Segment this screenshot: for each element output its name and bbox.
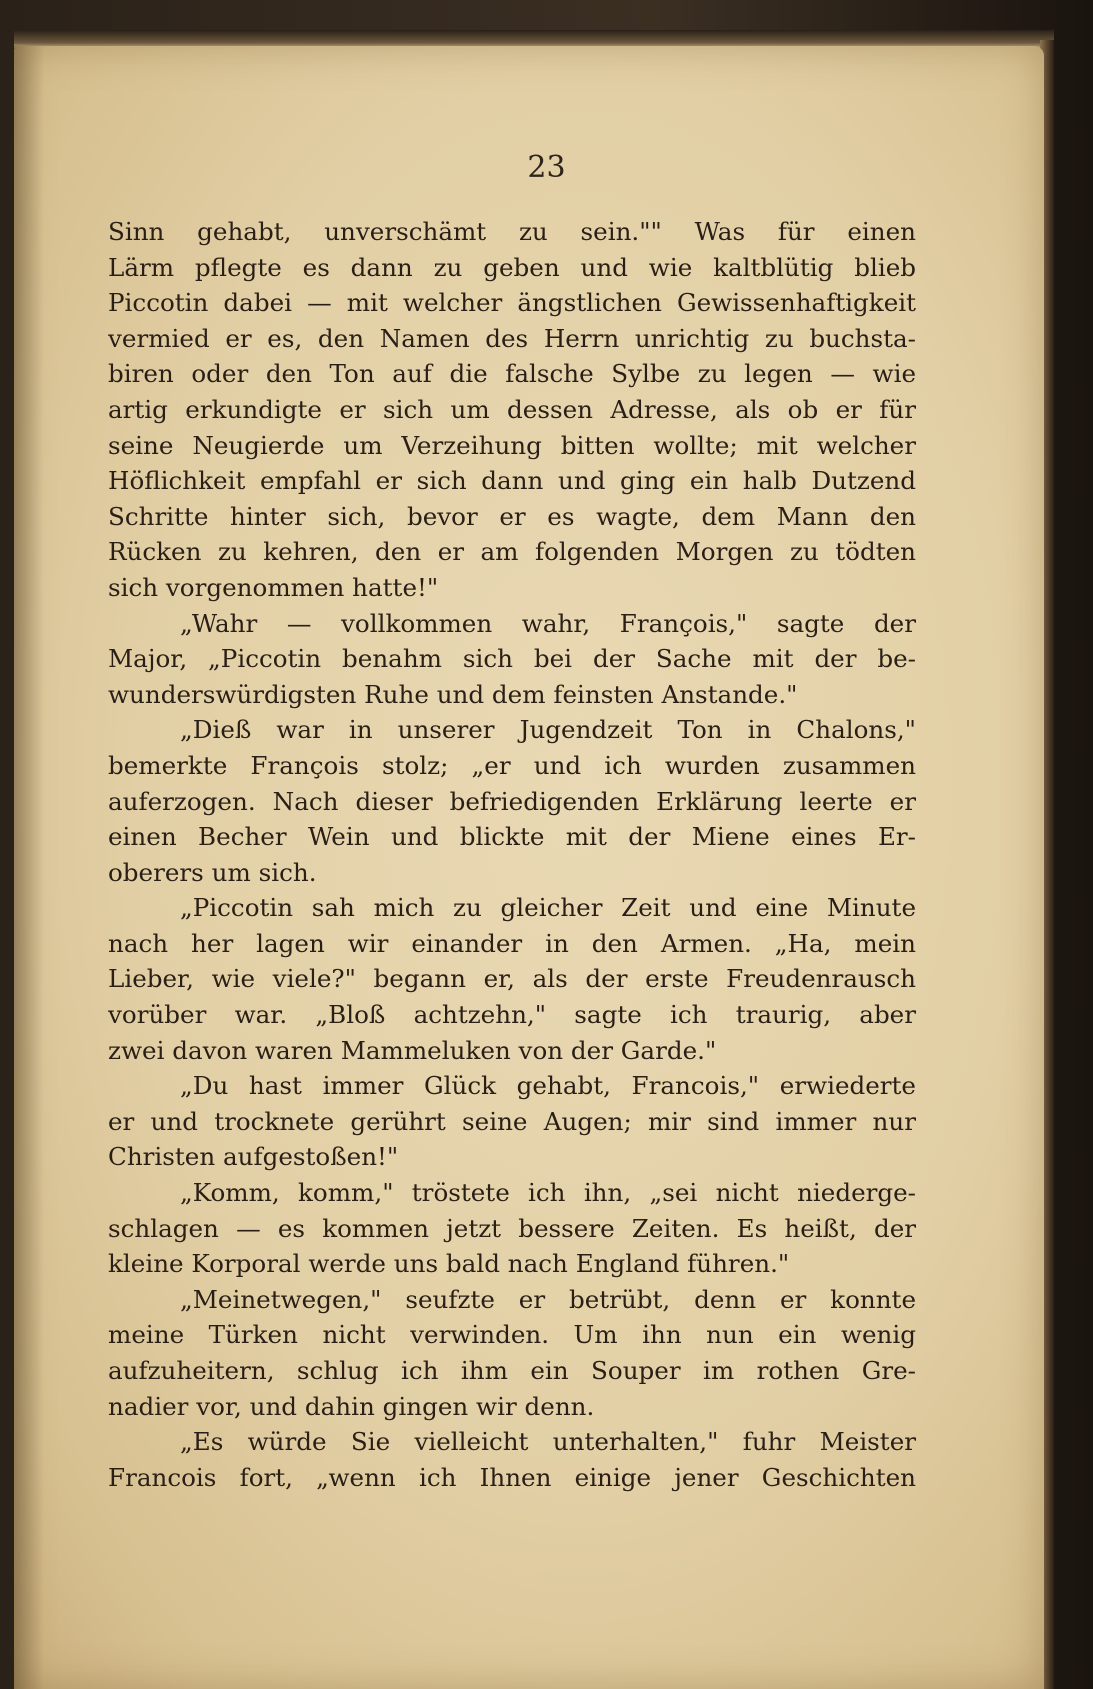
text-line: nadier vor, und dahin gingen wir denn.: [108, 1391, 595, 1421]
text-line: zwei davon waren Mammeluken von der Garde.": [108, 1035, 717, 1065]
text-line: „Es würde Sie vielleicht unterhalten," fuhr Meister: [180, 1427, 916, 1457]
text-line: er und trocknete gerührt seine Augen; mir sind immer nur: [108, 1106, 916, 1136]
text-line: Piccotin dabei — mit welcher ängstlichen Gewissenhaftigkeit: [108, 288, 916, 318]
text-line: „Komm, komm," tröstete ich ihn, „sei nicht niederge-: [180, 1178, 916, 1208]
page-number: 23: [527, 150, 566, 185]
text-line: einen Becher Wein und blickte mit der Miene eines Er-: [108, 822, 916, 852]
text-line: schlagen — es kommen jetzt bessere Zeiten. Es heißt, der: [108, 1213, 916, 1243]
text-line: wunderswürdigsten Ruhe und dem feinsten Anstande.": [108, 679, 798, 709]
text-line: „Meinetwegen," seufzte er betrübt, denn er konnte: [180, 1284, 916, 1314]
text-line: auferzogen. Nach dieser befriedigenden Erklärung leerte er: [108, 786, 916, 816]
text-line: kleine Korporal werde uns bald nach England führen.": [108, 1249, 790, 1279]
text-line: „Wahr — vollkommen wahr, François," sagte der: [180, 608, 916, 638]
text-line: meine Türken nicht verwinden. Um ihn nun ein wenig: [108, 1320, 916, 1350]
text-line: aufzuheitern, schlug ich ihm ein Souper im rothen Gre-: [108, 1356, 916, 1385]
text-line: biren oder den Ton auf die falsche Sylbe zu legen — wie: [108, 359, 916, 389]
text-line: bemerkte François stolz; „er und ich wurden zusammen: [108, 750, 916, 780]
text-line: vorüber war. „Bloß achtzehn," sagte ich traurig, aber: [108, 1000, 916, 1030]
text-line: sich vorgenommen hatte!": [108, 572, 439, 602]
text-line: Lärm pflegte es dann zu geben und wie kaltblütig blieb: [108, 252, 916, 282]
text-line: Major, „Piccotin benahm sich bei der Sache mit der be-: [108, 644, 916, 674]
text-line: Francois fort, „wenn ich Ihnen einige jener Geschichten: [108, 1462, 916, 1492]
text-line: Schritte hinter sich, bevor er es wagte, dem Mann den: [108, 501, 916, 531]
text-line: nach her lagen wir einander in den Armen. „Ha, mein: [108, 928, 916, 958]
page-gutter-shadow: [14, 46, 44, 1689]
text-line: vermied er es, den Namen des Herrn unrichtig zu buchsta-: [108, 323, 916, 353]
text-line: Christen aufgestoßen!": [108, 1142, 399, 1172]
text-line: Rücken zu kehren, den er am folgenden Morgen zu tödten: [108, 537, 916, 567]
text-line: seine Neugierde um Verzeihung bitten wollte; mit welcher: [108, 430, 916, 460]
text-line: „Du hast immer Glück gehabt, Francois," erwiederte: [180, 1071, 916, 1101]
text-line: Höflichkeit empfahl er sich dann und ging ein halb Dutzend: [108, 466, 916, 496]
text-line: „Piccotin sah mich zu gleicher Zeit und eine Minute: [180, 893, 916, 923]
text-line: Sinn gehabt, unverschämt zu sein."" Was für einen: [108, 217, 916, 246]
text-line: artig erkundigte er sich um dessen Adresse, als ob er für: [108, 394, 916, 424]
text-line: Lieber, wie viele?" begann er, als der erste Freudenrausch: [108, 964, 916, 994]
text-line: „Dieß war in unserer Jugendzeit Ton in Chalons,": [180, 715, 916, 745]
body-text: [108, 214, 916, 1495]
text-line: oberers um sich.: [108, 857, 317, 887]
